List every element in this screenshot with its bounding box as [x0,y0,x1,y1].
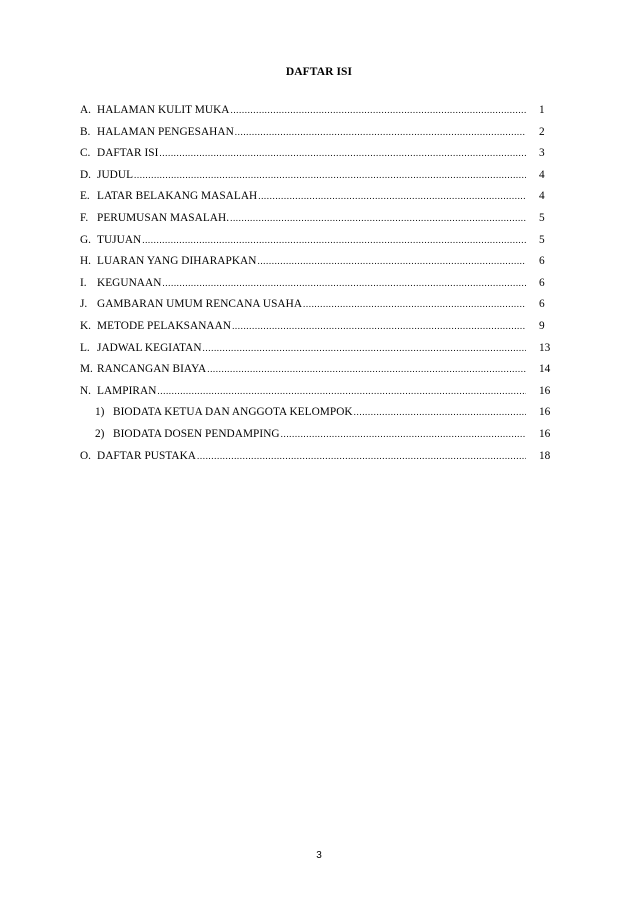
toc-entry-marker: B. [80,125,91,138]
toc-entry-label: GAMBARAN UMUM RENCANA USAHA [97,298,303,311]
page-title: DAFTAR ISI [285,66,353,78]
toc-entry-marker: G. [80,233,91,246]
toc-entry-page: 5 [539,233,545,246]
table-of-contents [80,104,564,471]
toc-entry-page: 6 [539,276,545,289]
toc-leader-dots [354,407,526,417]
toc-entry [80,342,564,364]
toc-leader-dots [159,148,526,158]
toc-entry-page: 1 [539,104,545,116]
toc-entry-page: 9 [539,319,545,332]
toc-entry-marker: O. [80,449,91,462]
toc-entry-label: KEGUNAAN [97,276,162,289]
page-number: 3 [316,850,322,861]
toc-entry [80,406,564,428]
toc-entry-page: 16 [539,406,551,419]
toc-entry-page: 13 [539,341,551,354]
toc-entry-page: 2 [539,125,545,138]
toc-entry-marker: L. [80,341,90,354]
toc-entry-label: HALAMAN PENGESAHAN [97,125,234,138]
toc-entry [80,385,564,407]
toc-entry-marker: F. [80,211,89,224]
toc-entry-label: LAMPIRAN [97,384,157,397]
toc-leader-dots [232,321,526,331]
toc-entry-label: TUJUAN [97,233,142,246]
toc-leader-dots [235,127,526,137]
toc-entry [80,126,564,148]
toc-entry-page: 4 [539,168,545,181]
toc-entry-page: 6 [539,255,545,268]
toc-entry-label: LUARAN YANG DIHARAPKAN [97,255,257,268]
toc-entry [80,104,564,126]
toc-leader-dots [230,105,526,115]
toc-entry [80,255,564,277]
toc-entry-label: METODE PELAKSANAAN [97,319,232,332]
toc-entry-marker: 2) [95,427,105,440]
toc-entry [80,277,564,299]
toc-leader-dots [142,235,526,245]
toc-entry-marker: I. [80,276,87,289]
toc-entry-label: DAFTAR PUSTAKA [97,449,197,462]
toc-entry-label: JUDUL [97,168,134,181]
toc-entry [80,147,564,169]
toc-entry-page: 18 [539,449,551,462]
toc-leader-dots [258,191,526,201]
toc-leader-dots [281,429,526,439]
toc-leader-dots [203,343,526,353]
toc-leader-dots [303,299,526,309]
toc-entry [80,190,564,212]
toc-leader-dots [207,364,526,374]
toc-entry [80,298,564,320]
toc-entry-label: JADWAL KEGIATAN [97,341,202,354]
toc-leader-dots [230,213,526,223]
toc-entry-marker: C. [80,147,91,160]
toc-entry-page: 14 [539,363,551,376]
toc-entry-label: BIODATA DOSEN PENDAMPING [113,427,280,440]
toc-leader-dots [257,256,526,266]
toc-entry-label: LATAR BELAKANG MASALAH [97,190,258,203]
toc-entry-label: RANCANGAN BIAYA [97,363,207,376]
toc-entry-page: 3 [539,147,545,160]
toc-entry [80,212,564,234]
toc-entry-marker: N. [80,384,91,397]
toc-entry [80,363,564,385]
toc-entry-marker: E. [80,190,90,203]
toc-leader-dots [197,451,526,461]
toc-entry-marker: D. [80,168,91,181]
toc-entry-marker: K. [80,319,91,332]
toc-entry-marker: H. [80,255,91,268]
toc-entry-page: 16 [539,427,551,440]
toc-entry-page: 5 [539,211,545,224]
toc-entry [80,169,564,191]
toc-leader-dots [162,278,526,288]
toc-entry-marker: 1) [95,406,105,419]
toc-entry-marker: J. [80,298,88,311]
toc-entry [80,428,564,450]
toc-entry-label: PERUMUSAN MASALAH. [97,211,230,224]
toc-entry-marker: A. [80,104,91,116]
toc-entry-label: HALAMAN KULIT MUKA [97,104,230,116]
toc-entry-page: 16 [539,384,551,397]
toc-leader-dots [134,170,526,180]
toc-entry-label: BIODATA KETUA DAN ANGGOTA KELOMPOK [113,406,353,419]
toc-entry [80,450,564,472]
toc-entry-label: DAFTAR ISI [97,147,159,160]
toc-entry-marker: M. [80,363,93,376]
toc-entry-page: 6 [539,298,545,311]
toc-entry [80,234,564,256]
toc-entry-page: 4 [539,190,545,203]
toc-leader-dots [157,386,526,396]
toc-entry [80,320,564,342]
